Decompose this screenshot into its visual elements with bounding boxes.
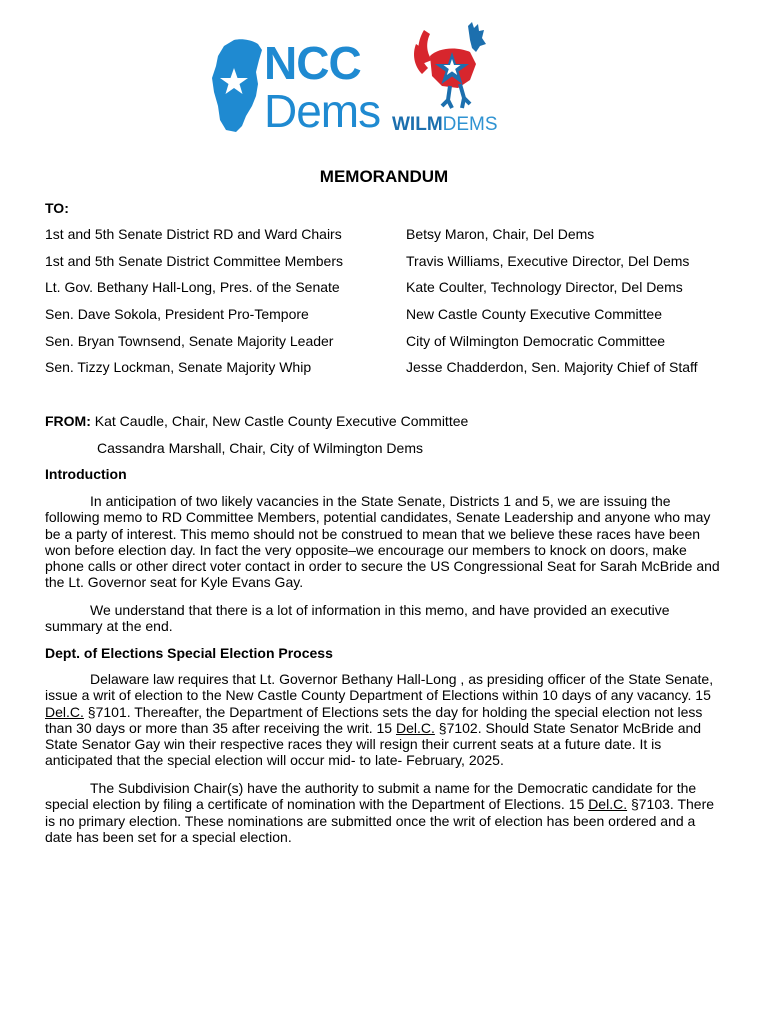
process-p1-text-a: Delaware law requires that Lt. Governor Bethany Hall-Long , as presiding officer of the State Senate, issue a writ of election to the New Castle County Department of Elections within 10 days of any vacancy. 15: [45, 671, 714, 704]
recipient: Sen. Dave Sokola, President Pro-Tempore: [45, 306, 309, 323]
intro-paragraph-2: We understand that there is a lot of information in this memo, and have provided an executive summary at the end.: [45, 602, 670, 635]
from-label: FROM:: [45, 413, 91, 429]
citation-del-c: Del.C.: [588, 796, 628, 813]
recipient: Travis Williams, Executive Director, Del Dems: [406, 252, 690, 269]
ncc-wordmark-line2: Dems: [264, 85, 381, 137]
wilm-dems-wordmark: [392, 114, 498, 136]
intro-paragraph-1: In anticipation of two likely vacancies in the State Senate, Districts 1 and 5, we are issuing the following memo to RD Committee Members, potential candidates, Senate Leadership and anyone who may be a party of interest. This memo should not be construed to mean that we believe these races have been won before election day. In fact the very opposite–we encourage our members to knock on doors, make phone calls or other direct voter contact in order to secure the US Congressional Seat for Sarah McBride and the Lt. Governor seat for Kyle Evans Gay.: [45, 493, 720, 591]
wilm-wordmark-light: DEMS: [442, 114, 498, 135]
recipient: Jesse Chadderdon, Sen. Majority Chief of Staff: [406, 359, 698, 376]
special-election-heading: Dept. of Elections Special Election Process: [45, 645, 333, 661]
citation-del-c: Del.C.: [395, 719, 435, 736]
introduction-heading: Introduction: [45, 466, 127, 482]
process-p1-text-b: §7101. Thereafter, the Department of Elections sets the day for holding the special election not less than 30 days or more than 35 after receiving the writ. 15: [45, 703, 703, 736]
from-line: [45, 413, 468, 430]
ncc-dems-logo: [212, 36, 392, 136]
to-recipients-right: [406, 226, 746, 386]
ncc-wordmark-line1: NCC: [264, 37, 361, 89]
delaware-state-icon: [212, 38, 264, 132]
from-sender-2: Cassandra Marshall, Chair, City of Wilmington Dems: [97, 440, 423, 456]
wilm-wordmark-bold: WILM: [392, 114, 443, 135]
recipient: City of Wilmington Democratic Committee: [406, 332, 666, 349]
process-p2-text-a: The Subdivision Chair(s) have the authority to submit a name for the Democratic candidate for the special election by filing a certificate of nomination with the Department of Elections. 15: [45, 780, 697, 813]
memo-title: MEMORANDUM: [319, 167, 449, 186]
wilm-dems-logo: [392, 22, 508, 136]
process-p2-text-b: §7103. There is no primary election. These nominations are submitted once the writ of election has been ordered and a date has been set for a special election.: [45, 796, 715, 845]
process-p1-text-c: §7102. Should State Senator McBride and State Senator Gay win their respective races they will resign their current seats at a future date. It is anticipated that the special election will occur mid- to late- February, 2025.: [45, 719, 702, 769]
recipient: Kate Coulter, Technology Director, Del Dems: [406, 279, 683, 296]
recipient: New Castle County Executive Committee: [406, 306, 662, 323]
process-paragraph-2: [45, 780, 725, 845]
rooster-star-icon: [412, 22, 492, 112]
recipient: 1st and 5th Senate District Committee Members: [45, 252, 344, 269]
recipient: 1st and 5th Senate District RD and Ward Chairs: [45, 226, 342, 242]
to-recipients-left: [45, 226, 395, 386]
recipient: Sen. Tizzy Lockman, Senate Majority Whip: [45, 359, 312, 376]
process-paragraph-1: [45, 671, 725, 769]
recipient: Betsy Maron, Chair, Del Dems: [406, 226, 595, 242]
recipient: Sen. Bryan Townsend, Senate Majority Leader: [45, 332, 334, 349]
citation-del-c: Del.C.: [45, 703, 84, 720]
to-label: TO:: [45, 200, 69, 216]
recipient: Lt. Gov. Bethany Hall-Long, Pres. of the Senate: [45, 279, 340, 296]
from-sender-1: Kat Caudle, Chair, New Castle County Executive Committee: [94, 413, 469, 429]
